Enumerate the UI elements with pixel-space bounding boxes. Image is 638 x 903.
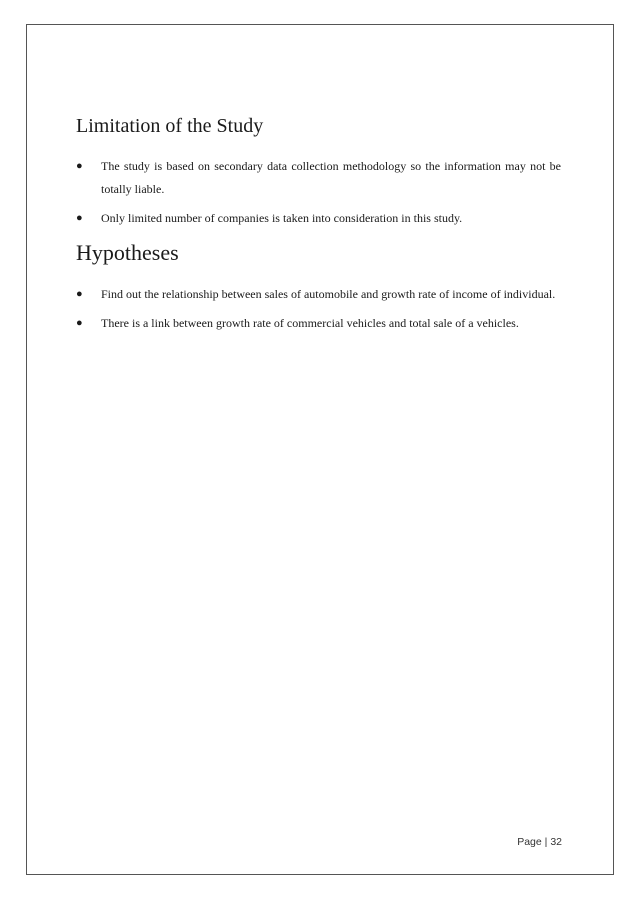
page-number: 32 bbox=[550, 836, 562, 848]
bullet-icon: ● bbox=[76, 160, 83, 172]
bullet-text: Only limited number of companies is taken into consideration in this study. bbox=[101, 211, 463, 225]
bullet-icon: ● bbox=[76, 212, 83, 224]
list-item bbox=[76, 312, 561, 335]
page-footer bbox=[517, 836, 562, 848]
bullet-text: The study is based on secondary data collection methodology so the information may not be totally liable. bbox=[101, 159, 561, 196]
section-title-hypotheses: Hypotheses bbox=[76, 240, 179, 265]
footer-separator: | bbox=[544, 836, 548, 848]
list-item bbox=[76, 155, 561, 201]
bullet-icon: ● bbox=[76, 288, 83, 300]
page-border bbox=[26, 24, 614, 875]
footer-label: Page bbox=[517, 836, 542, 848]
bullet-text: Find out the relationship between sales of automobile and growth rate of income of individual. bbox=[101, 287, 556, 301]
list-item bbox=[76, 207, 561, 230]
bullet-icon: ● bbox=[76, 317, 83, 329]
list-item bbox=[76, 283, 561, 306]
limitations-list bbox=[76, 155, 561, 236]
bullet-text: There is a link between growth rate of commercial vehicles and total sale of a vehicles. bbox=[101, 316, 519, 330]
section-title-limitations: Limitation of the Study bbox=[76, 115, 264, 137]
hypotheses-list bbox=[76, 283, 561, 341]
